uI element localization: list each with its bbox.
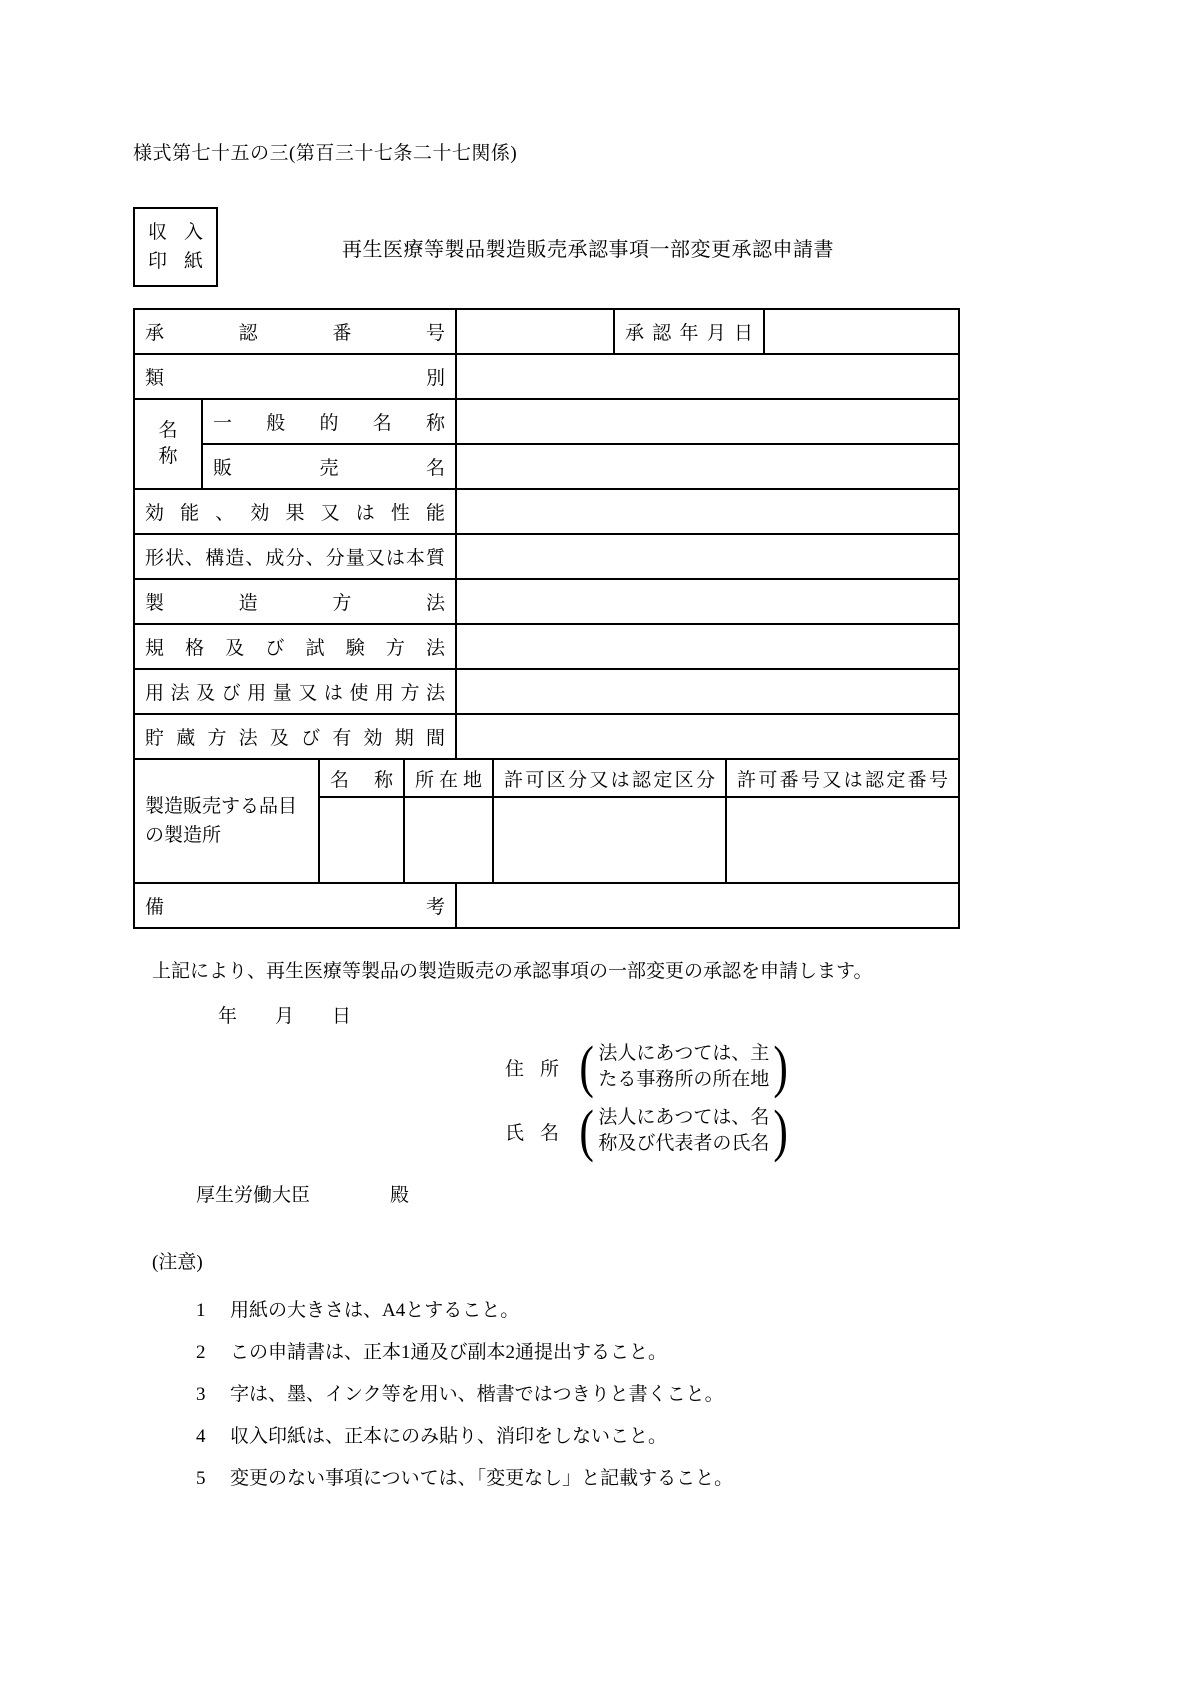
name-label: 氏名 <box>505 1122 576 1144</box>
remarks-label: 備考 <box>134 883 456 928</box>
brand-name-label: 販売名 <box>202 444 456 489</box>
open-paren-icon: ( <box>579 1098 594 1163</box>
specification-value-cell <box>456 624 959 669</box>
approval-date-label: 承認年月日 <box>614 309 764 354</box>
general-name-label: 一般的名称 <box>202 399 456 444</box>
note-text: 変更のない事項については、「変更なし」と記載すること。 <box>230 1468 734 1489</box>
note-item <box>196 1466 958 1492</box>
title-wrap <box>218 233 958 262</box>
revenue-stamp-box <box>133 207 218 287</box>
license-number-label: 許可番号又は認定番号 <box>726 759 959 797</box>
note-number: 1 <box>196 1300 206 1321</box>
composition-label: 形状、構造、成分、分量又は本質 <box>134 534 456 579</box>
application-form-table <box>133 308 960 929</box>
open-paren-icon: ( <box>579 1034 594 1099</box>
site-address-label: 所在地 <box>404 759 493 797</box>
license-number-value-cell <box>726 797 959 883</box>
notes-list <box>133 1298 958 1492</box>
name-note-line2: 称及び代表者の氏名 <box>598 1133 770 1154</box>
approval-number-value-cell <box>456 309 614 354</box>
date-line: 年 月 日 <box>218 1006 352 1027</box>
document-title: 再生医療等製品製造販売承認事項一部変更承認申請書 <box>342 238 834 261</box>
site-address-value-cell <box>404 797 493 883</box>
application-statement: 上記により、再生医療等製品の製造販売の承認事項の一部変更の承認を申請します。 <box>152 961 873 982</box>
license-category-label: 許可区分又は認定区分 <box>493 759 726 797</box>
minister-title: 厚生労働大臣 <box>196 1185 311 1206</box>
form-number: 様式第七十五の三(第百三十七条二十七関係) <box>133 143 518 164</box>
storage-label: 貯蔵方法及び有効期間 <box>134 714 456 759</box>
note-number: 2 <box>196 1342 206 1363</box>
site-group-label: 製造販売する品目の製造所 <box>134 759 319 883</box>
honorific: 殿 <box>390 1185 410 1206</box>
address-note-line2: たる事務所の所在地 <box>598 1069 770 1090</box>
name-group-label-cell <box>134 399 202 489</box>
site-name-label: 名称 <box>319 759 404 797</box>
note-item <box>196 1382 958 1408</box>
dosage-value-cell <box>456 669 959 714</box>
close-paren-icon: ) <box>773 1098 789 1163</box>
note-number: 3 <box>196 1384 206 1405</box>
note-text: 字は、墨、インク等を用い、楷書ではつきりと書くこと。 <box>230 1384 724 1405</box>
addressee-line <box>196 1180 958 1207</box>
category-label: 類別 <box>134 354 456 399</box>
efficacy-label: 効能、効果又は性能 <box>134 489 456 534</box>
name-note <box>596 1105 771 1157</box>
note-number: 4 <box>196 1426 206 1447</box>
note-item <box>196 1340 958 1366</box>
manufacturing-method-label: 製造方法 <box>134 579 456 624</box>
header-row <box>133 207 958 287</box>
composition-value-cell <box>456 534 959 579</box>
specification-label: 規格及び試験方法 <box>134 624 456 669</box>
close-paren-icon: ) <box>773 1034 789 1099</box>
address-row <box>505 1034 958 1099</box>
manufacturing-method-value-cell <box>456 579 959 624</box>
efficacy-value-cell <box>456 489 959 534</box>
address-label: 住所 <box>505 1058 576 1080</box>
note-text: この申請書は、正本1通及び副本2通提出すること。 <box>230 1342 668 1363</box>
notes-title: (注意) <box>152 1252 203 1273</box>
stamp-line-1: 収入 <box>148 222 203 243</box>
document-content <box>133 138 958 1508</box>
stamp-line-2: 印紙 <box>148 251 203 272</box>
note-item <box>196 1298 958 1324</box>
address-note <box>596 1041 771 1093</box>
name-group-label: 名称 <box>158 420 178 467</box>
note-text: 用紙の大きさは、A4とすること。 <box>230 1300 520 1321</box>
address-note-line1: 法人にあつては、主 <box>598 1043 770 1064</box>
site-name-value-cell <box>319 797 404 883</box>
brand-name-value-cell <box>456 444 959 489</box>
name-note-line1: 法人にあつては、名 <box>598 1107 770 1128</box>
note-number: 5 <box>196 1468 206 1489</box>
note-item <box>196 1424 958 1450</box>
name-row <box>505 1098 958 1163</box>
note-text: 収入印紙は、正本にのみ貼り、消印をしないこと。 <box>230 1426 668 1447</box>
approval-date-value-cell <box>764 309 959 354</box>
storage-value-cell <box>456 714 959 759</box>
category-value-cell <box>456 354 959 399</box>
dosage-label: 用法及び用量又は使用方法 <box>134 669 456 714</box>
general-name-value-cell <box>456 399 959 444</box>
approval-number-label: 承認番号 <box>134 309 456 354</box>
license-category-value-cell <box>493 797 726 883</box>
signature-block <box>505 1034 958 1163</box>
remarks-value-cell <box>456 883 959 928</box>
